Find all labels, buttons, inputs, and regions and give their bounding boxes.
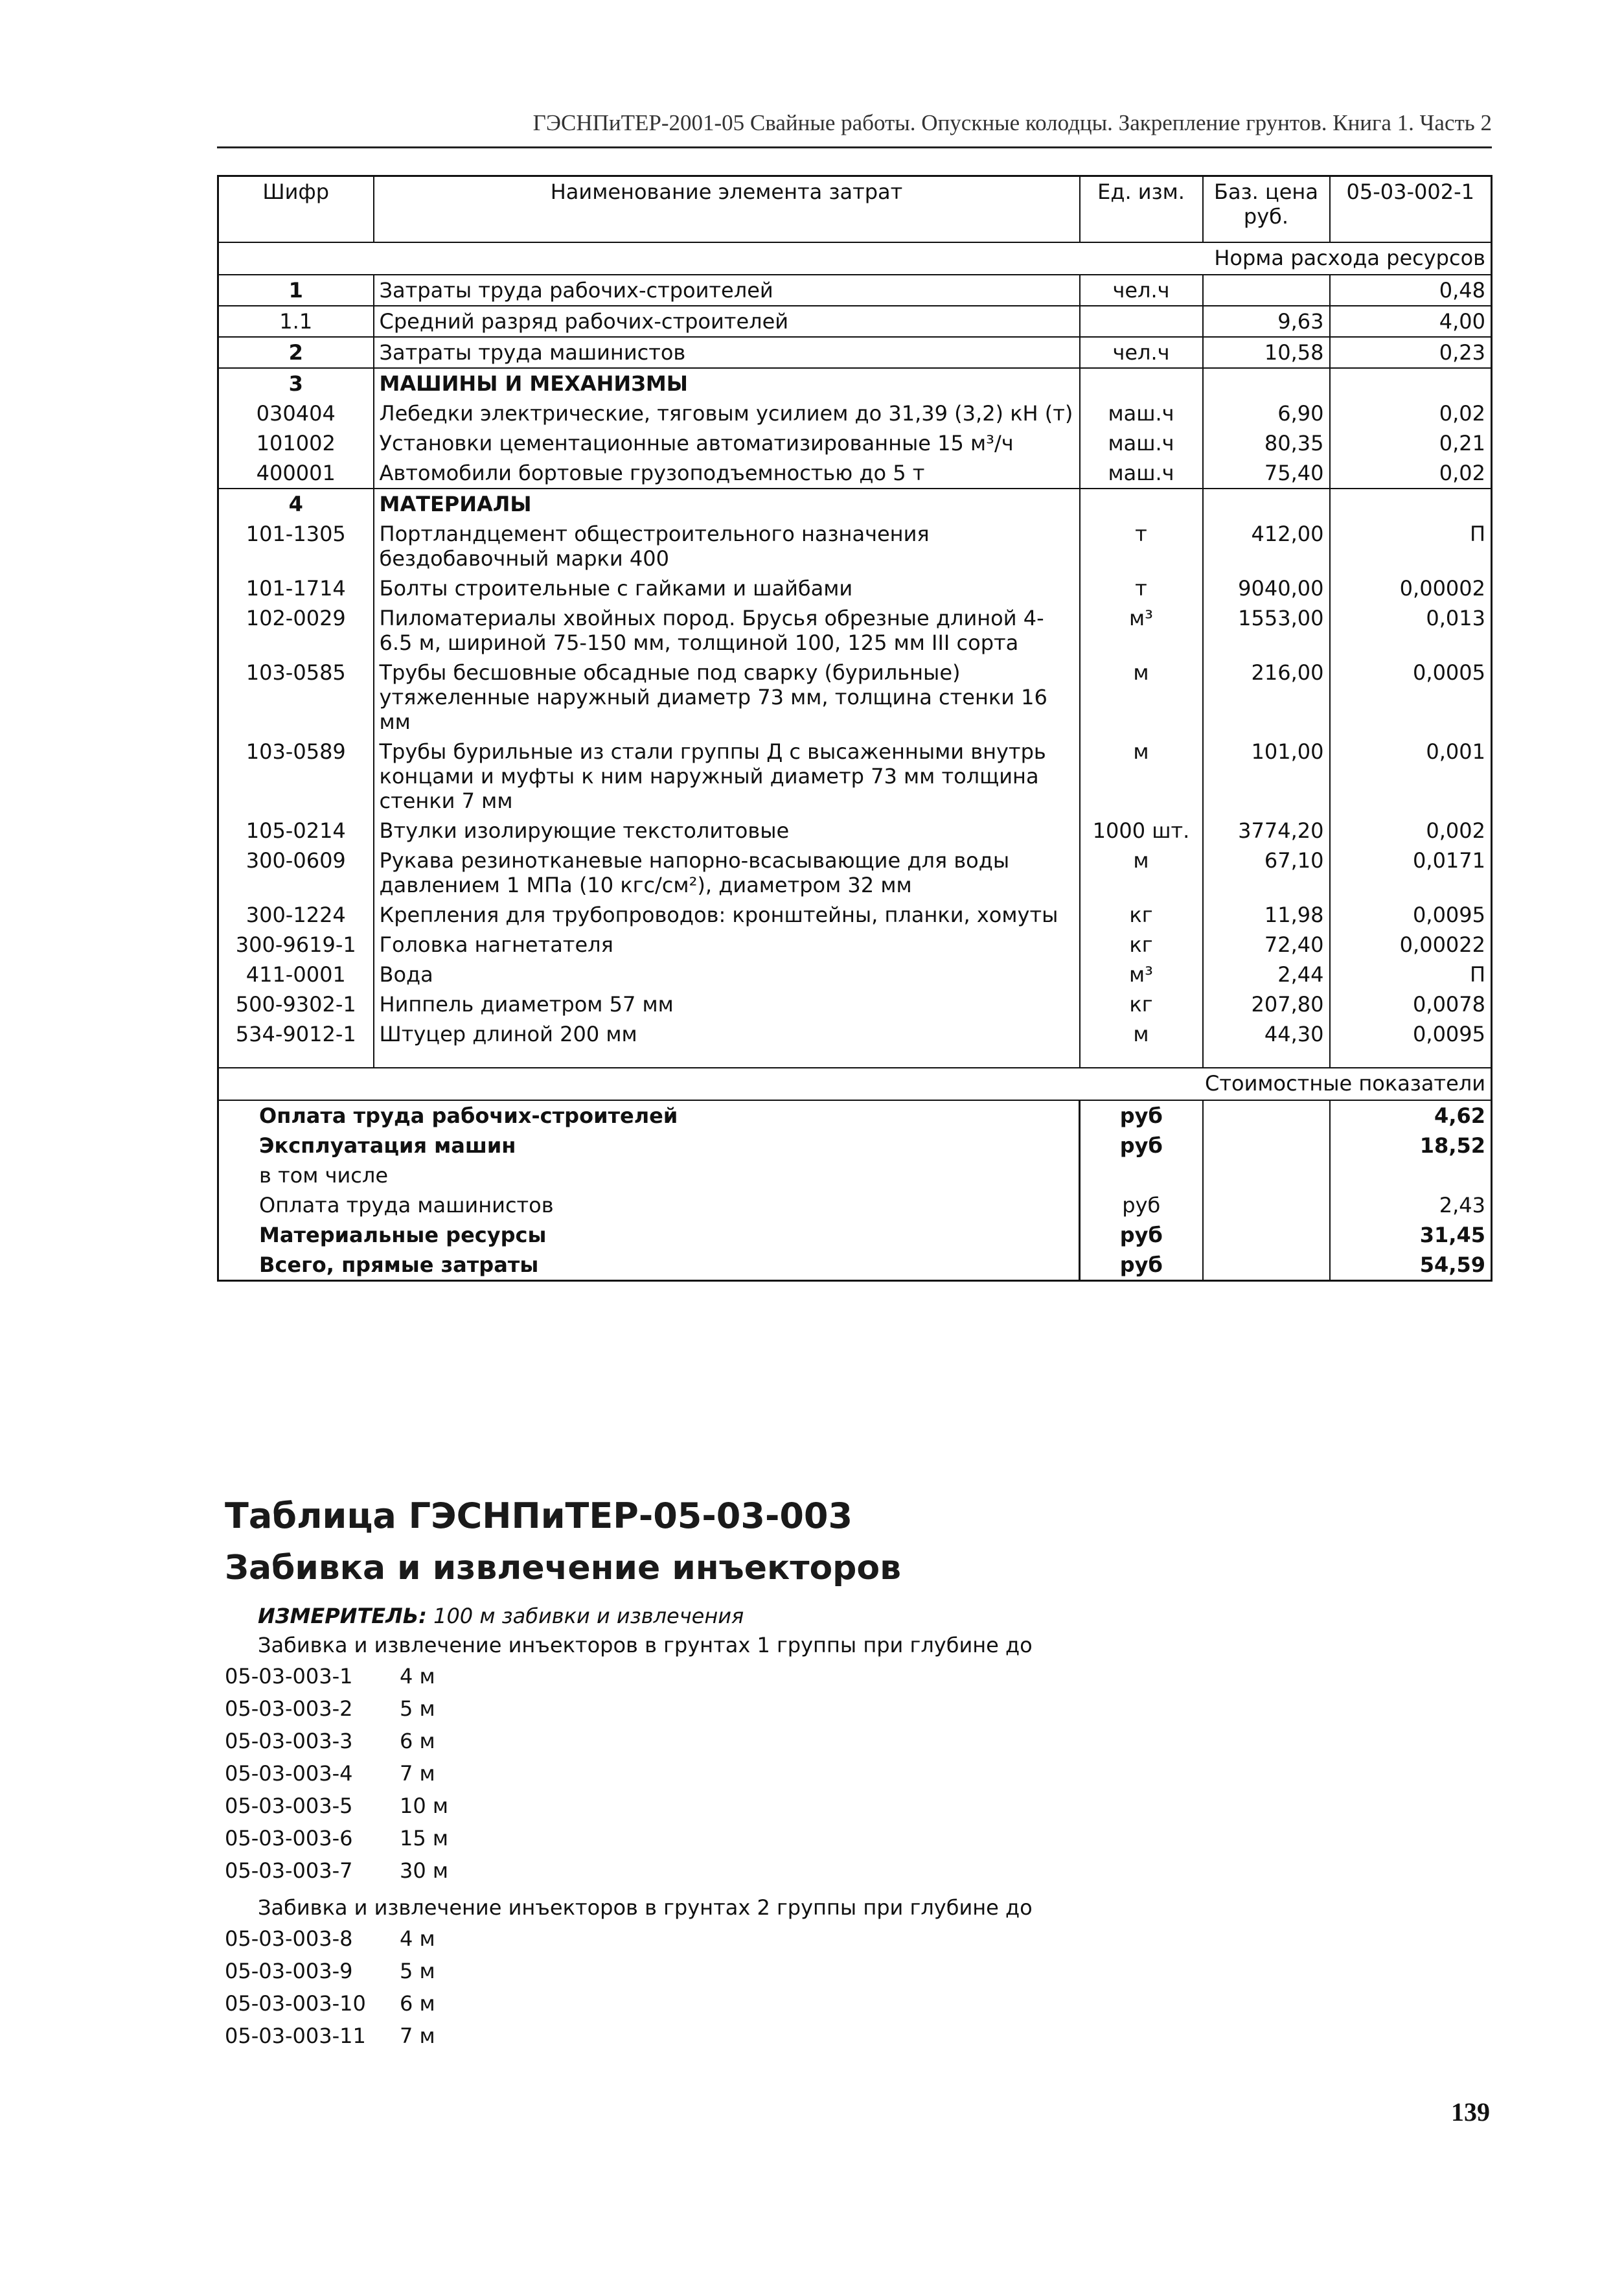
resource-code: 101002 bbox=[218, 428, 374, 458]
page-number: 139 bbox=[1451, 2097, 1490, 2127]
resource-code: 103-0589 bbox=[218, 737, 374, 816]
resource-code: 300-9619-1 bbox=[218, 930, 374, 960]
table-header-row bbox=[218, 176, 1492, 243]
norm-label: Норма расхода ресурсов bbox=[218, 242, 1492, 275]
norm-code: 05-03-003-3 bbox=[225, 1729, 353, 1753]
resource-price: 11,98 bbox=[1203, 900, 1330, 930]
resource-name: Средний разряд рабочих-строителей bbox=[374, 306, 1080, 337]
cost-item-label: Материальные ресурсы bbox=[218, 1220, 1080, 1250]
table-row bbox=[218, 846, 1492, 900]
resource-unit: кг bbox=[1080, 930, 1203, 960]
cost-item-value: 18,52 bbox=[1330, 1131, 1492, 1160]
resource-code: 101-1714 bbox=[218, 573, 374, 603]
table-gap-row bbox=[218, 1049, 1492, 1068]
cost-item-label: Оплата труда рабочих-строителей bbox=[218, 1100, 1080, 1131]
measurement-unit bbox=[258, 1604, 744, 1628]
column-header-code: Шифр bbox=[218, 176, 374, 243]
cost-row bbox=[218, 1250, 1492, 1281]
resource-name: Трубы бурильные из стали группы Д с высаженными внутрь концами и муфты к ним наружный диаметр 73 мм толщина стенки 7 мм bbox=[374, 737, 1080, 816]
list-item bbox=[225, 1854, 448, 1887]
depth-value: 4 м bbox=[400, 1664, 435, 1689]
resource-unit: т bbox=[1080, 519, 1203, 573]
cost-item-value bbox=[1330, 1160, 1492, 1190]
table-row bbox=[218, 816, 1492, 846]
resource-unit: кг bbox=[1080, 900, 1203, 930]
resource-table bbox=[217, 175, 1492, 1282]
resource-code: 103-0585 bbox=[218, 658, 374, 737]
resource-unit: маш.ч bbox=[1080, 428, 1203, 458]
resource-code: 534-9012-1 bbox=[218, 1019, 374, 1049]
resource-norm: 0,48 bbox=[1330, 275, 1492, 306]
table-row bbox=[218, 428, 1492, 458]
cost-item-value: 4,62 bbox=[1330, 1100, 1492, 1131]
resource-name: Установки цементационные автоматизированные 15 м³/ч bbox=[374, 428, 1080, 458]
norm-code: 05-03-003-10 bbox=[225, 1991, 366, 2016]
resource-norm: 0,21 bbox=[1330, 428, 1492, 458]
resource-name: Ниппель диаметром 57 мм bbox=[374, 989, 1080, 1019]
list-item bbox=[225, 1955, 435, 1987]
cost-row bbox=[218, 1220, 1492, 1250]
norm-code: 05-03-003-5 bbox=[225, 1794, 353, 1818]
resource-price: 6,90 bbox=[1203, 398, 1330, 428]
resource-name: Пиломатериалы хвойных пород. Брусья обрезные длиной 4-6.5 м, шириной 75-150 мм, толщиной 100, 125 мм III сорта bbox=[374, 603, 1080, 658]
resource-unit: маш.ч bbox=[1080, 458, 1203, 489]
resource-name: Вода bbox=[374, 960, 1080, 989]
list-item bbox=[225, 1757, 448, 1790]
resource-price: 216,00 bbox=[1203, 658, 1330, 737]
norm-code: 05-03-003-4 bbox=[225, 1761, 353, 1786]
cost-item-label: Всего, прямые затраты bbox=[218, 1250, 1080, 1281]
cost-row bbox=[218, 1131, 1492, 1160]
list-item bbox=[225, 1922, 435, 1955]
resource-name: Трубы бесшовные обсадные под сварку (бурильные) утяжеленные наружный диаметр 73 мм, толщина стенки 16 мм bbox=[374, 658, 1080, 737]
norm-code: 05-03-003-7 bbox=[225, 1858, 353, 1883]
table-row bbox=[218, 658, 1492, 737]
resource-code: 102-0029 bbox=[218, 603, 374, 658]
resource-price: 9040,00 bbox=[1203, 573, 1330, 603]
resource-unit: кг bbox=[1080, 989, 1203, 1019]
resource-code: 411-0001 bbox=[218, 960, 374, 989]
list-item bbox=[225, 1790, 448, 1822]
table-row bbox=[218, 960, 1492, 989]
norm-label-row bbox=[218, 242, 1492, 275]
table-row bbox=[218, 900, 1492, 930]
table-row bbox=[218, 930, 1492, 960]
resource-name: Автомобили бортовые грузоподъемностью до 5 т bbox=[374, 458, 1080, 489]
group-title: Забивка и извлечение инъекторов в грунтах 2 группы при глубине до bbox=[258, 1895, 1033, 1920]
table-row bbox=[218, 573, 1492, 603]
cost-item-label: Оплата труда машинистов bbox=[218, 1190, 1080, 1220]
section-title: МАТЕРИАЛЫ bbox=[374, 489, 1080, 519]
resource-price: 1553,00 bbox=[1203, 603, 1330, 658]
resource-norm: 0,00002 bbox=[1330, 573, 1492, 603]
resource-code: 500-9302-1 bbox=[218, 989, 374, 1019]
section-subtitle: Забивка и извлечение инъекторов bbox=[225, 1549, 902, 1587]
depth-value: 15 м bbox=[400, 1826, 449, 1851]
table-row bbox=[218, 989, 1492, 1019]
column-header-norm-code: 05-03-002-1 bbox=[1330, 176, 1492, 243]
resource-norm: 0,0005 bbox=[1330, 658, 1492, 737]
section-heading-row bbox=[218, 368, 1492, 398]
depth-value: 5 м bbox=[400, 1959, 435, 1983]
resource-unit: м bbox=[1080, 1019, 1203, 1049]
cost-item-unit: руб bbox=[1080, 1220, 1203, 1250]
table-row bbox=[218, 603, 1492, 658]
resource-norm: П bbox=[1330, 519, 1492, 573]
depth-value: 7 м bbox=[400, 2024, 435, 2048]
depth-value: 5 м bbox=[400, 1696, 435, 1721]
resource-unit: т bbox=[1080, 573, 1203, 603]
section-code: 4 bbox=[218, 489, 374, 519]
cost-item-label: Эксплуатация машин bbox=[218, 1131, 1080, 1160]
cost-item-unit: руб bbox=[1080, 1190, 1203, 1220]
measurement-unit-value: 100 м забивки и извлечения bbox=[433, 1604, 744, 1628]
resource-code: 1 bbox=[218, 275, 374, 306]
cost-item-value: 54,59 bbox=[1330, 1250, 1492, 1281]
resource-code: 1.1 bbox=[218, 306, 374, 337]
resource-price: 2,44 bbox=[1203, 960, 1330, 989]
cost-label: Стоимостные показатели bbox=[218, 1068, 1492, 1100]
resource-code: 030404 bbox=[218, 398, 374, 428]
list-item bbox=[225, 2020, 435, 2052]
resource-code: 105-0214 bbox=[218, 816, 374, 846]
resource-norm: 0,0171 bbox=[1330, 846, 1492, 900]
resource-unit: чел.ч bbox=[1080, 275, 1203, 306]
cost-item-value: 2,43 bbox=[1330, 1190, 1492, 1220]
resource-norm: 0,00022 bbox=[1330, 930, 1492, 960]
resource-code: 400001 bbox=[218, 458, 374, 489]
table-row bbox=[218, 458, 1492, 489]
resource-norm: 0,0078 bbox=[1330, 989, 1492, 1019]
cost-label-row bbox=[218, 1068, 1492, 1100]
resource-name: Лебедки электрические, тяговым усилием до 31,39 (3,2) кН (т) bbox=[374, 398, 1080, 428]
norm-code: 05-03-003-9 bbox=[225, 1959, 353, 1983]
resource-unit: м bbox=[1080, 846, 1203, 900]
group-title: Забивка и извлечение инъекторов в грунтах 1 группы при глубине до bbox=[258, 1633, 1033, 1657]
section-code: 3 bbox=[218, 368, 374, 398]
list-item bbox=[225, 1660, 448, 1692]
depth-value: 6 м bbox=[400, 1991, 435, 2016]
depth-value: 30 м bbox=[400, 1858, 449, 1883]
cost-item-unit: руб bbox=[1080, 1100, 1203, 1131]
resource-norm: 0,002 bbox=[1330, 816, 1492, 846]
cost-item-value: 31,45 bbox=[1330, 1220, 1492, 1250]
resource-name: Затраты труда рабочих-строителей bbox=[374, 275, 1080, 306]
resource-name: Штуцер длиной 200 мм bbox=[374, 1019, 1080, 1049]
column-header-unit: Ед. изм. bbox=[1080, 176, 1203, 243]
depth-value: 6 м bbox=[400, 1729, 435, 1753]
table-row bbox=[218, 337, 1492, 368]
resource-unit: маш.ч bbox=[1080, 398, 1203, 428]
norm-code: 05-03-003-8 bbox=[225, 1926, 353, 1951]
resource-code: 101-1305 bbox=[218, 519, 374, 573]
table-row bbox=[218, 519, 1492, 573]
norm-code: 05-03-003-6 bbox=[225, 1826, 353, 1851]
resource-name: Болты строительные с гайками и шайбами bbox=[374, 573, 1080, 603]
resource-unit: м bbox=[1080, 737, 1203, 816]
cost-item-unit: руб bbox=[1080, 1131, 1203, 1160]
resource-price bbox=[1203, 275, 1330, 306]
list-item bbox=[225, 1692, 448, 1725]
resource-unit: 1000 шт. bbox=[1080, 816, 1203, 846]
resource-norm: 0,23 bbox=[1330, 337, 1492, 368]
resource-norm: 0,0095 bbox=[1330, 900, 1492, 930]
norm-code: 05-03-003-11 bbox=[225, 2024, 366, 2048]
code-list bbox=[225, 1922, 435, 2052]
cost-item-unit: руб bbox=[1080, 1250, 1203, 1281]
depth-value: 7 м bbox=[400, 1761, 435, 1786]
table-row bbox=[218, 275, 1492, 306]
resource-price: 44,30 bbox=[1203, 1019, 1330, 1049]
cost-item-unit bbox=[1080, 1160, 1203, 1190]
resource-code: 300-1224 bbox=[218, 900, 374, 930]
resource-price: 207,80 bbox=[1203, 989, 1330, 1019]
column-header-price: Баз. цена руб. bbox=[1203, 176, 1330, 243]
norm-code: 05-03-003-1 bbox=[225, 1664, 353, 1689]
cost-row bbox=[218, 1100, 1492, 1131]
code-list bbox=[225, 1660, 448, 1887]
list-item bbox=[225, 1822, 448, 1854]
resource-code: 300-0609 bbox=[218, 846, 374, 900]
section-heading-row bbox=[218, 489, 1492, 519]
column-header-name: Наименование элемента затрат bbox=[374, 176, 1080, 243]
resource-unit: м bbox=[1080, 658, 1203, 737]
resource-price: 9,63 bbox=[1203, 306, 1330, 337]
resource-norm: П bbox=[1330, 960, 1492, 989]
resource-norm: 0,02 bbox=[1330, 398, 1492, 428]
cost-item-label: в том числе bbox=[218, 1160, 1080, 1190]
resource-name: Головка нагнетателя bbox=[374, 930, 1080, 960]
resource-price: 67,10 bbox=[1203, 846, 1330, 900]
resource-norm: 0,013 bbox=[1330, 603, 1492, 658]
resource-price: 10,58 bbox=[1203, 337, 1330, 368]
header-rule bbox=[217, 146, 1492, 148]
resource-norm: 4,00 bbox=[1330, 306, 1492, 337]
resource-price: 3774,20 bbox=[1203, 816, 1330, 846]
norm-code: 05-03-003-2 bbox=[225, 1696, 353, 1721]
section-title: МАШИНЫ И МЕХАНИЗМЫ bbox=[374, 368, 1080, 398]
table-row bbox=[218, 1019, 1492, 1049]
resource-unit: м³ bbox=[1080, 960, 1203, 989]
resource-price: 412,00 bbox=[1203, 519, 1330, 573]
resource-norm: 0,0095 bbox=[1330, 1019, 1492, 1049]
resource-norm: 0,02 bbox=[1330, 458, 1492, 489]
section-table-title: Таблица ГЭСНПиТЕР-05-03-003 bbox=[225, 1495, 853, 1536]
list-item bbox=[225, 1987, 435, 2020]
resource-price: 75,40 bbox=[1203, 458, 1330, 489]
resource-norm: 0,001 bbox=[1330, 737, 1492, 816]
cost-row bbox=[218, 1190, 1492, 1220]
resource-name: Портландцемент общестроительного назначения бездобавочный марки 400 bbox=[374, 519, 1080, 573]
table-row bbox=[218, 306, 1492, 337]
cost-row bbox=[218, 1160, 1492, 1190]
resource-name: Втулки изолирующие текстолитовые bbox=[374, 816, 1080, 846]
depth-value: 4 м bbox=[400, 1926, 435, 1951]
resource-price: 101,00 bbox=[1203, 737, 1330, 816]
table-row bbox=[218, 398, 1492, 428]
resource-unit: чел.ч bbox=[1080, 337, 1203, 368]
resource-unit bbox=[1080, 306, 1203, 337]
resource-price: 80,35 bbox=[1203, 428, 1330, 458]
resource-name: Крепления для трубопроводов: кронштейны, планки, хомуты bbox=[374, 900, 1080, 930]
resource-code: 2 bbox=[218, 337, 374, 368]
resource-name: Затраты труда машинистов bbox=[374, 337, 1080, 368]
measurement-unit-label: ИЗМЕРИТЕЛЬ: bbox=[258, 1604, 427, 1628]
list-item bbox=[225, 1725, 448, 1757]
running-title: ГЭСНПиТЕР-2001-05 Свайные работы. Опускные колодцы. Закрепление грунтов. Книга 1. Часть 2 bbox=[532, 110, 1492, 135]
table-row bbox=[218, 737, 1492, 816]
depth-value: 10 м bbox=[400, 1794, 449, 1818]
resource-price: 72,40 bbox=[1203, 930, 1330, 960]
resource-name: Рукава резинотканевые напорно-всасывающие для воды давлением 1 МПа (10 кгс/см²), диаметром 32 мм bbox=[374, 846, 1080, 900]
resource-unit: м³ bbox=[1080, 603, 1203, 658]
